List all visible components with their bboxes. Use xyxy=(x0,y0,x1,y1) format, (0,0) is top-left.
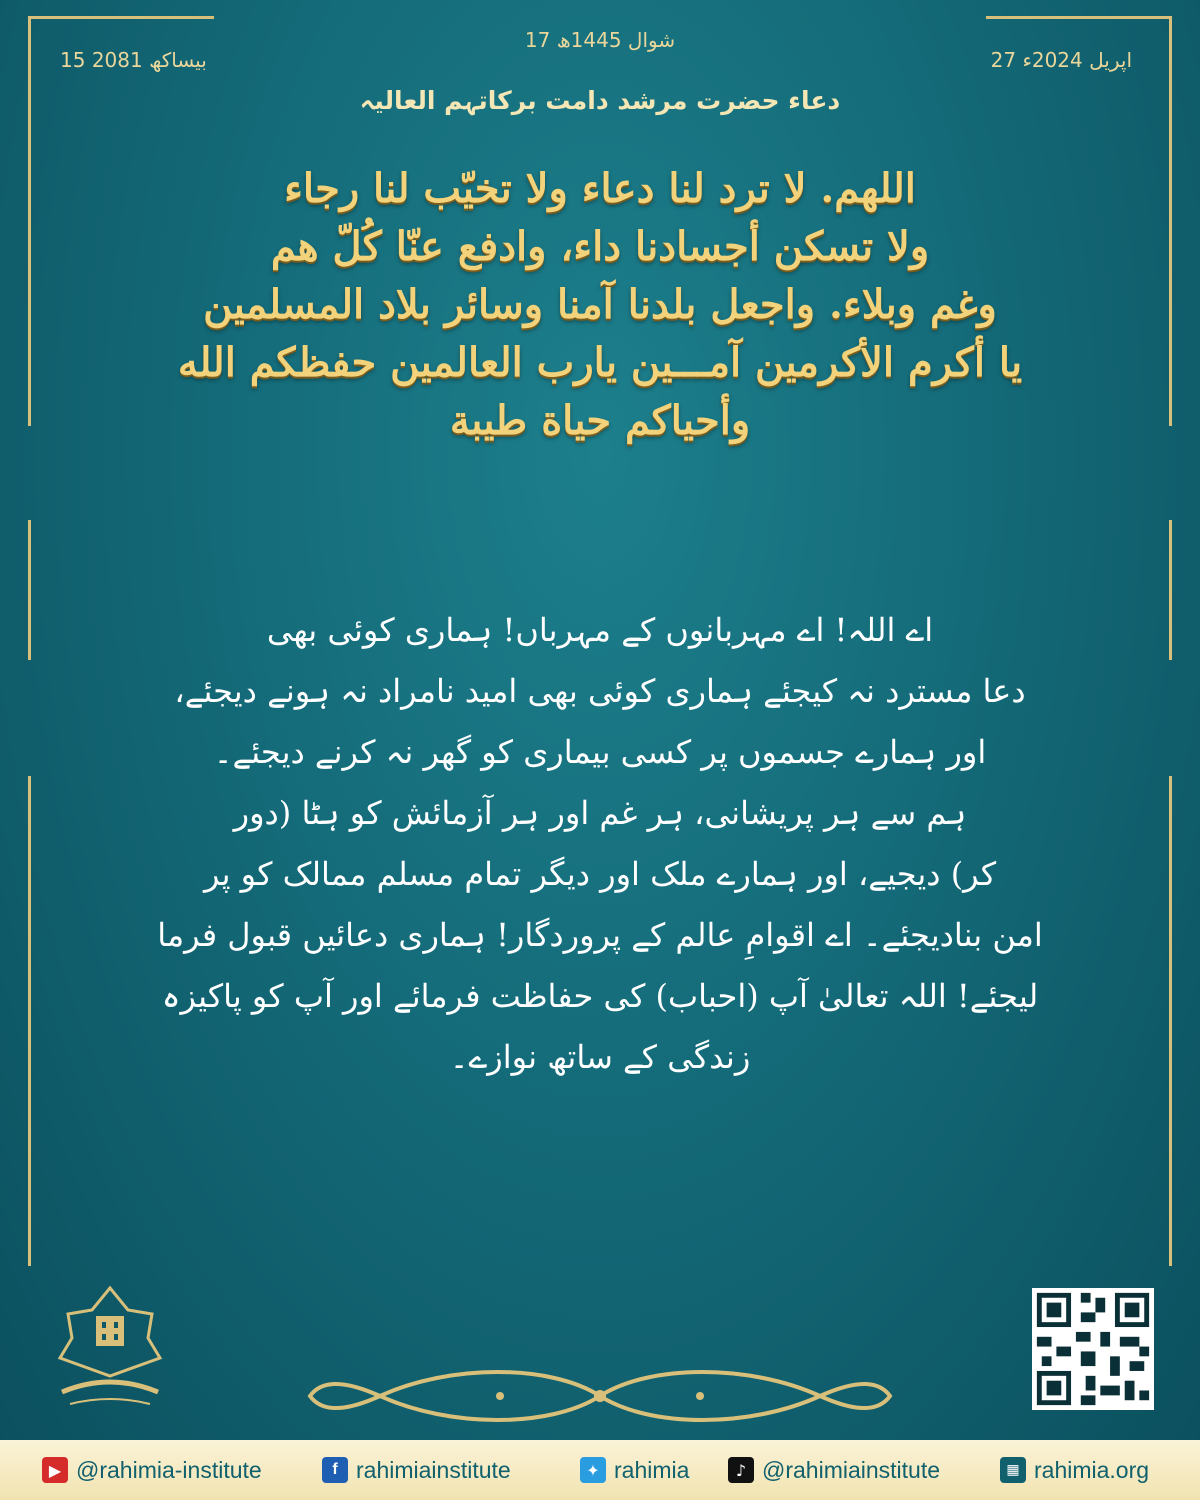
arabic-line: ولا تسكن أجسادنا داء، وادفع عنّا كُلّ هم xyxy=(270,223,930,270)
frame-top-left xyxy=(28,16,214,19)
youtube-icon: ▶ xyxy=(42,1457,68,1483)
dua-subtitle: دعاء حضرت مرشد دامت برکاتہم العالیہ xyxy=(359,86,841,115)
twitter-link[interactable] xyxy=(580,1454,689,1486)
urdu-line: لیجئے! اللہ تعالیٰ آپ (احباب) کی حفاظت فرمائے اور آپ کو پاکیزہ xyxy=(161,977,1039,1015)
tiktok-icon: ♪ xyxy=(728,1457,754,1483)
website-link[interactable] xyxy=(1000,1454,1149,1486)
arabic-line: اللهم. لا ترد لنا دعاء ولا تخيّب لنا رجاء xyxy=(284,165,916,212)
frame-top-right xyxy=(986,16,1172,19)
frame-left-bottom xyxy=(28,776,31,1266)
hijri-date: 17 شوال 1445ھ xyxy=(524,28,676,52)
urdu-line: اور ہمارے جسموں پر کسی بیماری کو گھر نہ کرنے دیجئے۔ xyxy=(213,733,987,771)
frame-right-upper xyxy=(1169,16,1172,426)
website-url: rahimia.org xyxy=(1034,1456,1150,1483)
urdu-line: ہم سے ہر پریشانی، ہر غم اور ہر آزمائش کو ہٹا (دور xyxy=(233,794,967,832)
frame-left-upper xyxy=(28,16,31,426)
tiktok-handle: @rahimiainstitute xyxy=(762,1456,941,1483)
tiktok-link[interactable] xyxy=(728,1454,940,1486)
bikrami-date: 15 بیساکھ 2081 xyxy=(60,48,207,72)
facebook-handle: rahimiainstitute xyxy=(356,1456,511,1483)
urdu-line: امن بنادیجئے۔ اے اقوامِ عالم کے پروردگار! ہماری دعائیں قبول فرما xyxy=(157,916,1043,954)
facebook-link[interactable] xyxy=(322,1454,511,1486)
youtube-handle: @rahimia-institute xyxy=(76,1456,262,1483)
qr-small-icon: ▦ xyxy=(1000,1457,1026,1483)
arabic-line: وأحياكم حياة طيبة xyxy=(449,397,751,444)
footer-social-bar xyxy=(0,1440,1200,1500)
twitter-icon: ✦ xyxy=(580,1457,606,1483)
twitter-handle: rahimia xyxy=(614,1456,690,1483)
rahimia-logo-icon xyxy=(40,1280,180,1420)
ornament-divider xyxy=(300,1368,900,1424)
urdu-translation xyxy=(110,600,1090,1088)
urdu-line: اے اللہ! اے مہربانوں کے مہرباں! ہماری کوئی بھی xyxy=(266,611,934,649)
arabic-line: يا أكرم الأكرمين آمـــين يارب العالمين حفظكم الله xyxy=(177,339,1023,386)
gregorian-date: 27 اپریل 2024ء xyxy=(990,48,1132,72)
frame-left-lower xyxy=(28,520,31,660)
urdu-line: دعا مسترد نہ کیجئے ہماری کوئی بھی امید نامراد نہ ہونے دیجئے، xyxy=(174,672,1026,710)
urdu-line: کر) دیجیے، اور ہمارے ملک اور دیگر تمام مسلم ممالک کو پر xyxy=(203,855,997,893)
frame-right-bottom xyxy=(1169,776,1172,1266)
youtube-link[interactable] xyxy=(42,1454,262,1486)
arabic-dua xyxy=(110,160,1090,450)
urdu-line: زندگی کے ساتھ نوازے۔ xyxy=(449,1038,751,1076)
qr-code-icon xyxy=(1032,1288,1154,1410)
frame-right-lower xyxy=(1169,520,1172,660)
arabic-line: وغم وبلاء. واجعل بلدنا آمنا وسائر بلاد المسلمين xyxy=(203,281,997,328)
facebook-icon: f xyxy=(322,1457,348,1483)
